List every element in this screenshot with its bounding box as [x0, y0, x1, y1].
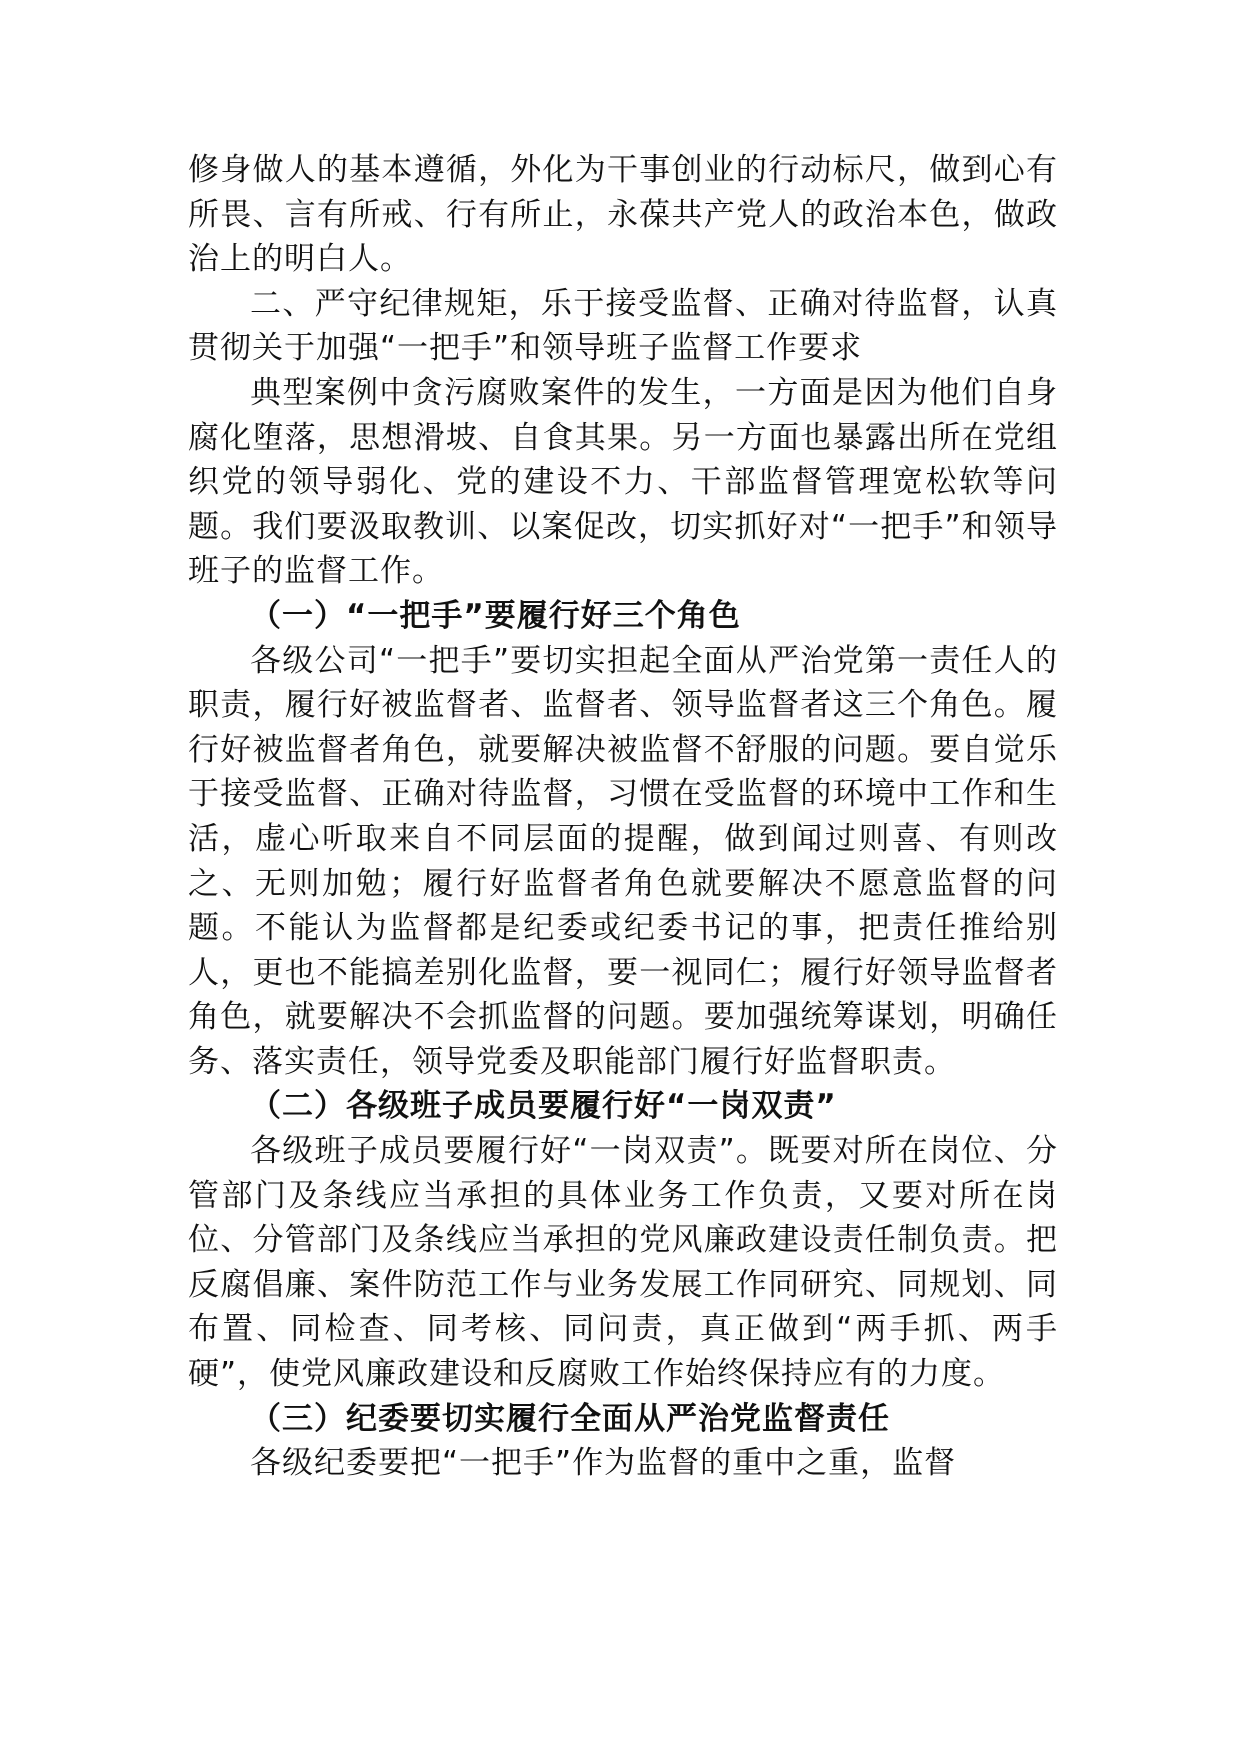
section-heading-2: 二、严守纪律规矩，乐于接受监督、正确对待监督，认真贯彻关于加强“一把手”和领导班子监督工作要求 [188, 285, 1058, 367]
subheading-2: （二）各级班子成员要履行好“一岗双责” [250, 1088, 837, 1125]
paragraph-continuation: 修身做人的基本遵循，外化为干事创业的行动标尺，做到心有所畏、言有所戒、行有所止，永葆共产党人的政治本色，做政治上的明白人。 [188, 152, 1058, 278]
document-page [188, 148, 1058, 1486]
paragraph-dual-duty: 各级班子成员要履行好“一岗双责”。既要对所在岗位、分管部门及条线应当承担的具体业务工作负责，又要对所在岗位、分管部门及条线应当承担的党风廉政建设责任制负责。把反腐倡廉、案件防范工作与业务发展工作同研究、同规划、同布置、同检查、同考核、同问责，真正做到“两手抓、两手硬”，使党风廉政建设和反腐败工作始终保持应有的力度。 [188, 1133, 1058, 1393]
subheading-3: （三）纪委要切实履行全面从严治党监督责任 [250, 1400, 890, 1437]
paragraph-discipline-committee: 各级纪委要把“一把手”作为监督的重中之重，监督 [250, 1445, 957, 1482]
subheading-1: （一）“一把手”要履行好三个角色 [250, 597, 741, 634]
paragraph-three-roles: 各级公司“一把手”要切实担起全面从严治党第一责任人的职责，履行好被监督者、监督者、领导监督者这三个角色。履行好被监督者角色，就要解决被监督不舒服的问题。要自觉乐于接受监督、正确对待监督，习惯在受监督的环境中工作和生活，虚心听取来自不同层面的提醒，做到闻过则喜、有则改之、无则加勉；履行好监督者角色就要解决不愿意监督的问题。不能认为监督都是纪委或纪委书记的事，把责任推给别人，更也不能搞差别化监督，要一视同仁；履行好领导监督者角色，就要解决不会抓监督的问题。要加强统筹谋划，明确任务、落实责任，领导党委及职能部门履行好监督职责。 [188, 642, 1058, 1080]
paragraph-case-lessons: 典型案例中贪污腐败案件的发生，一方面是因为他们自身腐化堕落，思想滑坡、自食其果。另一方面也暴露出所在党组织党的领导弱化、党的建设不力、干部监督管理宽松软等问题。我们要汲取教训、以案促改，切实抓好对“一把手”和领导班子的监督工作。 [188, 374, 1058, 590]
